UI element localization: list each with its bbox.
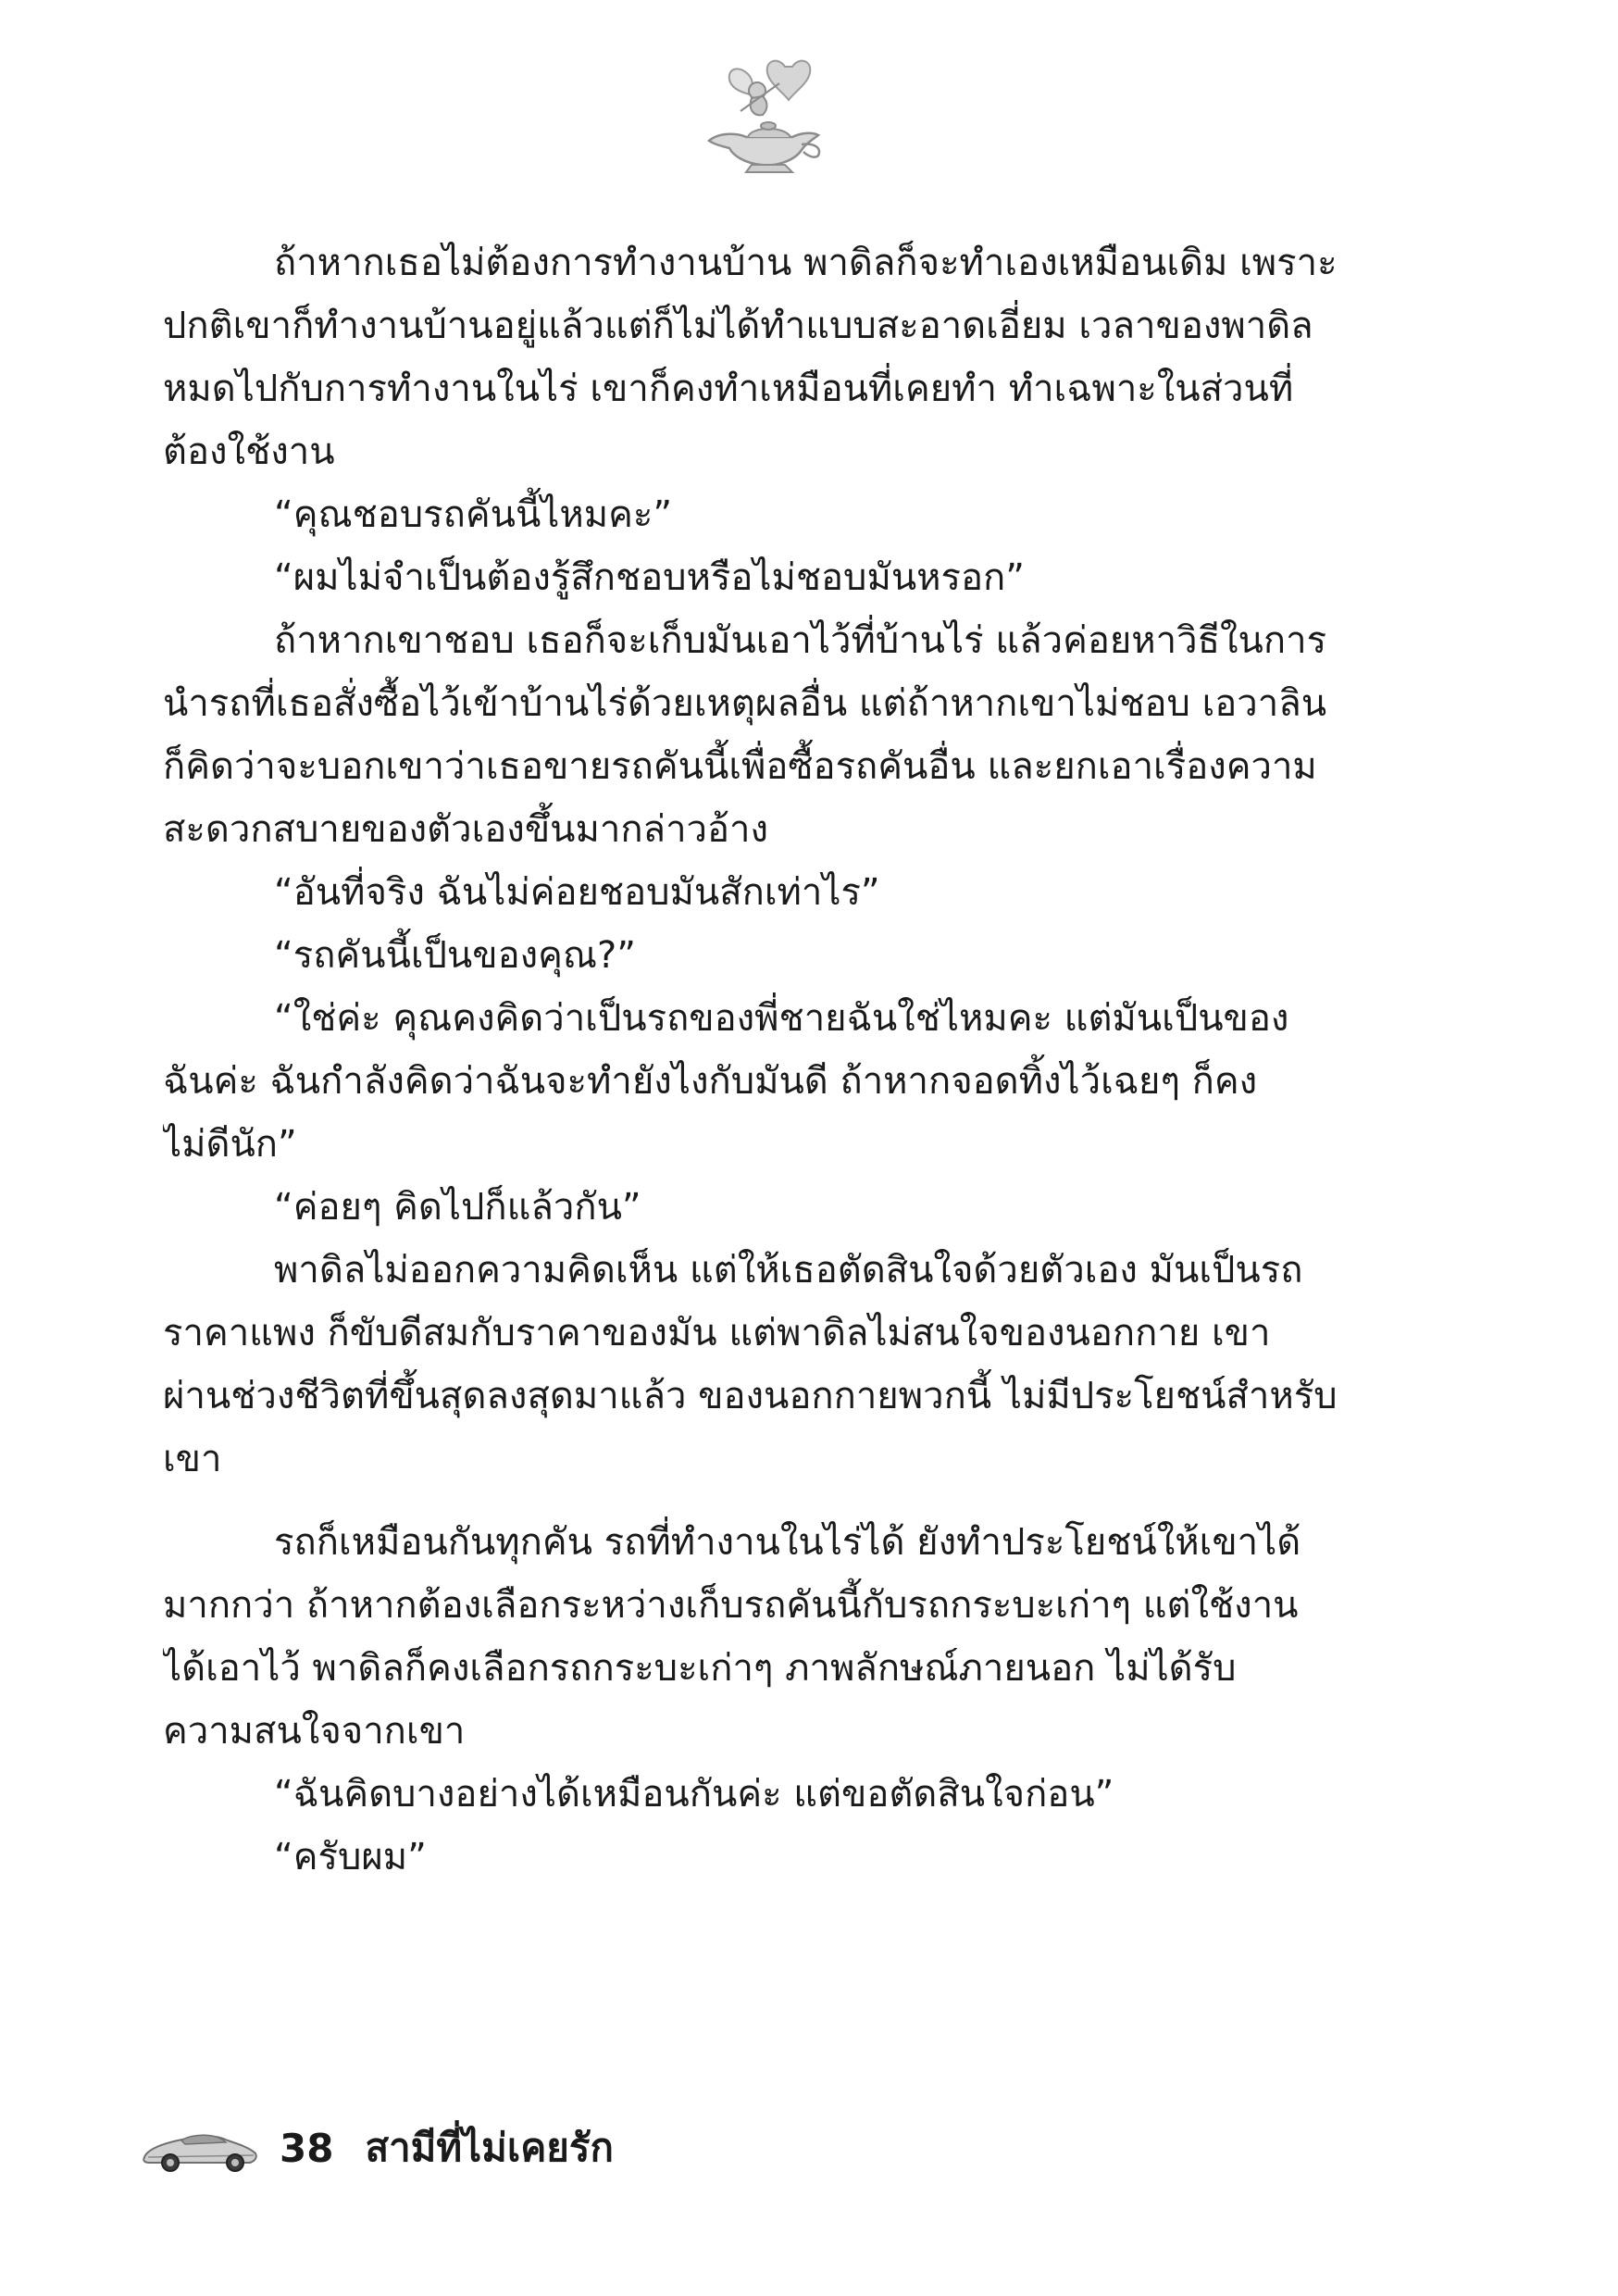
paragraph-4 bbox=[163, 609, 1357, 861]
text-line: “ครับผม” bbox=[274, 1836, 427, 1878]
cupid-lamp-icon bbox=[692, 56, 831, 176]
paragraph-9 bbox=[163, 1239, 1357, 1491]
text-line: “ค่อยๆ คิดไปก็แล้วกัน” bbox=[274, 1186, 641, 1229]
text-line: ฉันค่ะ ฉันกำลังคิดว่าฉันจะทำยังไงกับมันดี ถ้าหากจอดทิ้งไว้เฉยๆ ก็คง bbox=[163, 1060, 1258, 1103]
page-footer bbox=[139, 2111, 614, 2185]
paragraph-12 bbox=[163, 1826, 1357, 1889]
paragraph-3 bbox=[163, 546, 1357, 609]
book-title: สามีที่ไม่เคยรัก bbox=[365, 2125, 614, 2170]
text-line: ถ้าหากเขาชอบ เธอก็จะเก็บมันเอาไว้ที่บ้านไร่ แล้วค่อยหาวิธีในการ bbox=[274, 619, 1327, 662]
text-line: ก็คิดว่าจะบอกเขาว่าเธอขายรถคันนี้เพื่อซื้อรถคันอื่น และยกเอาเรื่องความ bbox=[163, 745, 1317, 788]
text-line: “คุณชอบรถคันนี้ไหมคะ” bbox=[274, 493, 673, 536]
paragraph-1 bbox=[163, 231, 1357, 483]
text-line: สะดวกสบายของตัวเองขึ้นมากล่าวอ้าง bbox=[163, 808, 769, 851]
paragraph-8 bbox=[163, 1176, 1357, 1239]
text-line: “ผมไม่จำเป็นต้องรู้สึกชอบหรือไม่ชอบมันหรอก” bbox=[274, 556, 1025, 599]
paragraph-5 bbox=[163, 861, 1357, 924]
text-line: ได้เอาไว้ พาดิลก็คงเลือกรถกระบะเก่าๆ ภาพลักษณ์ภายนอก ไม่ได้รับ bbox=[163, 1647, 1237, 1690]
paragraph-2 bbox=[163, 483, 1357, 546]
text-line: “อันที่จริง ฉันไม่ค่อยชอบมันสักเท่าไร” bbox=[274, 871, 880, 914]
text-line: พาดิลไม่ออกความคิดเห็น แต่ให้เธอตัดสินใจด้วยตัวเอง มันเป็นรถ bbox=[274, 1249, 1303, 1292]
text-line: ถ้าหากเธอไม่ต้องการทำงานบ้าน พาดิลก็จะทำเองเหมือนเดิม เพราะ bbox=[274, 242, 1338, 284]
paragraph-10 bbox=[163, 1511, 1357, 1763]
paragraph-6 bbox=[163, 924, 1357, 987]
text-line: มากกว่า ถ้าหากต้องเลือกระหว่างเก็บรถคันนี้กับรถกระบะเก่าๆ แต่ใช้งาน bbox=[163, 1584, 1299, 1627]
page-number: 38 bbox=[280, 2125, 334, 2171]
text-line: ราคาแพง ก็ขับดีสมกับราคาของมัน แต่พาดิลไม่สนใจของนอกกาย เขา bbox=[163, 1312, 1271, 1354]
text-line: รถก็เหมือนกันทุกคัน รถที่ทำงานในไร่ได้ ยังทำประโยชน์ให้เขาได้ bbox=[274, 1521, 1301, 1564]
text-line: ผ่านช่วงชีวิตที่ขึ้นสุดลงสุดมาแล้ว ของนอกกายพวกนี้ ไม่มีประโยชน์สำหรับ bbox=[163, 1375, 1338, 1417]
body-text bbox=[163, 231, 1357, 1889]
text-line: ไม่ดีนัก” bbox=[163, 1123, 297, 1166]
text-line: หมดไปกับการทำงานในไร่ เขาก็คงทำเหมือนที่เคยทำ ทำเฉพาะในส่วนที่ bbox=[163, 368, 1294, 410]
text-line: ความสนใจจากเขา bbox=[163, 1710, 466, 1753]
text-line: “รถคันนี้เป็นของคุณ?” bbox=[274, 934, 636, 977]
paragraph-7 bbox=[163, 987, 1357, 1176]
text-line: นำรถที่เธอสั่งซื้อไว้เข้าบ้านไร่ด้วยเหตุผลอื่น แต่ถ้าหากเขาไม่ชอบ เอวาลิน bbox=[163, 682, 1327, 725]
sports-car-icon bbox=[139, 2120, 261, 2176]
text-line: เขา bbox=[163, 1438, 222, 1480]
text-line: “ฉันคิดบางอย่างได้เหมือนกันค่ะ แต่ขอตัดสินใจก่อน” bbox=[274, 1773, 1114, 1816]
text-line: ปกติเขาก็ทำงานบ้านอยู่แล้วแต่ก็ไม่ได้ทำแบบสะอาดเอี่ยม เวลาของพาดิล bbox=[163, 305, 1313, 347]
paragraph-11 bbox=[163, 1763, 1357, 1826]
text-line: “ใช่ค่ะ คุณคงคิดว่าเป็นรถของพี่ชายฉันใช่ไหมคะ แต่มันเป็นของ bbox=[274, 997, 1289, 1040]
text-line: ต้องใช้งาน bbox=[163, 430, 335, 473]
